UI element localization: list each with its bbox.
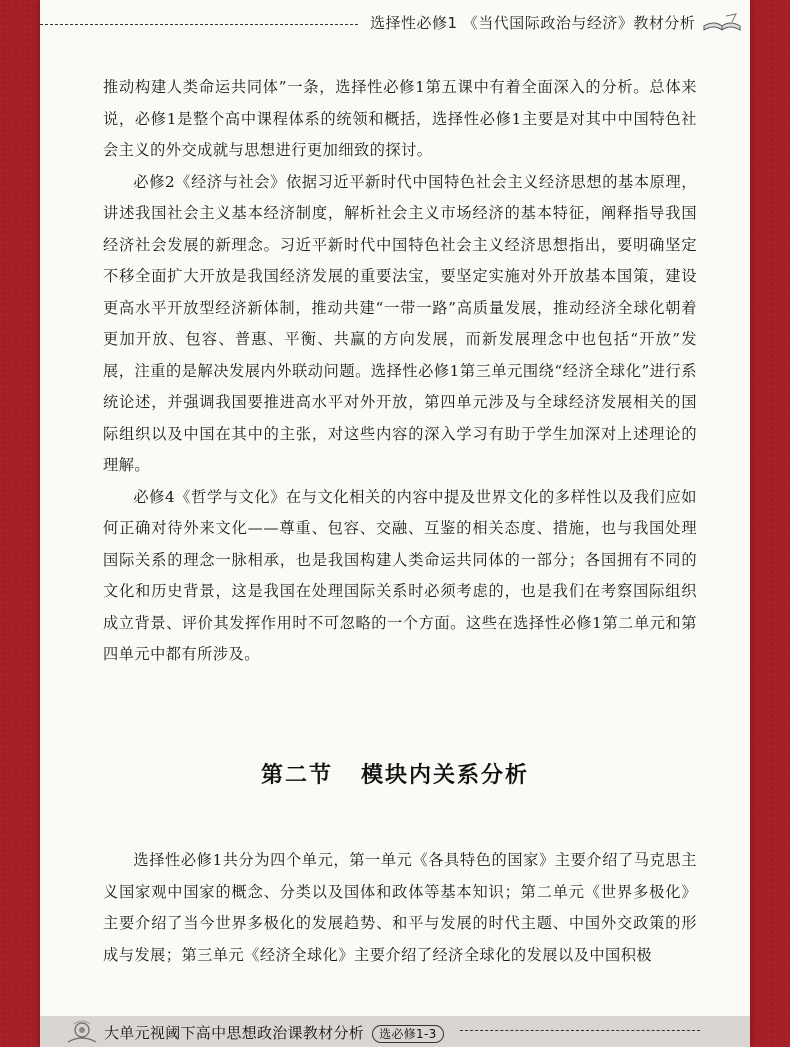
footer-dashed-rule xyxy=(460,1030,700,1031)
paragraph-units: 选择性必修1共分为四个单元，第一单元《各具特色的国家》主要介绍了马克思主义国家观中国家的概念、分类以及国体和政体等基本知识；第二单元《世界多极化》主要介绍了当今世界多极化的发展趋势、和平与发展的时代主题、中国外交政策的形成与发展；第三单元《经济全球化》主要介绍了经济全球化的发展以及中国积极 xyxy=(103,851,697,964)
paragraph-continuation: 推动构建人类命运共同体”一条，选择性必修1第五课中有着全面深入的分析。总体来说，必修1是整个高中课程体系的统领和概括，选择性必修1主要是对其中中国特色社会主义的外交成就与思想进行更加细致的探讨。 xyxy=(103,78,697,159)
paragraph-philosophy: 必修4《哲学与文化》在与文化相关的内容中提及世界文化的多样性以及我们应如何正确对待外来文化——尊重、包容、交融、互鉴的相关态度、措施，也与我国处理国际关系的理念一脉相承，也是我国构建人类命运共同体的一部分；各国拥有不同的文化和历史背景，这是我国在处理国际关系时必须考虑的，也是我们在考察国际组织成立背景、评价其发挥作用时不可忽略的一个方面。这些在选择性必修1第二单元和第四单元中都有所涉及。 xyxy=(103,487,697,663)
running-title: 选择性必修1 《当代国际政治与经济》教材分析 xyxy=(370,14,696,32)
volume-badge: 选必修1-3 xyxy=(372,1025,443,1043)
book-title: 大单元视阈下高中思想政治课教材分析 xyxy=(104,1024,365,1042)
section-title: 模块内关系分析 xyxy=(361,762,530,788)
section-number: 第二节 xyxy=(260,762,333,788)
body-text xyxy=(103,72,697,671)
header-dashed-rule xyxy=(40,24,358,25)
book-page xyxy=(40,0,750,1047)
section-heading xyxy=(40,758,750,789)
section-body-text xyxy=(103,845,697,971)
paragraph-economy: 必修2《经济与社会》依据习近平新时代中国特色社会主义经济思想的基本原理，讲述我国社会主义基本经济制度，解析社会主义市场经济的基本特征，阐释指导我国经济社会发展的新理念。习近平新时代中国特色社会主义经济思想指出，要明确坚定不移全面扩大开放是我国经济发展的重要法宝，要坚定实施对外开放基本国策，建设更高水平开放型经济新体制，推动共建“一带一路”高质量发展，推动经济全球化朝着更加开放、包容、普惠、平衡、共赢的方向发展，而新发展理念中也包括“开放”发展，注重的是解决发展内外联动问题。选择性必修1第三单元围绕“经济全球化”进行系统论述，并强调我国要推进高水平对外开放，第四单元涉及与全球经济发展相关的国际组织以及中国在其中的主张，对这些内容的深入学习有助于学生加深对上述理论的理解。 xyxy=(103,172,697,474)
flower-emblem-icon xyxy=(60,1018,104,1046)
open-book-icon xyxy=(702,12,742,34)
footer-bar xyxy=(40,1016,750,1047)
footer-book-title xyxy=(104,1022,444,1043)
running-head xyxy=(40,8,750,36)
